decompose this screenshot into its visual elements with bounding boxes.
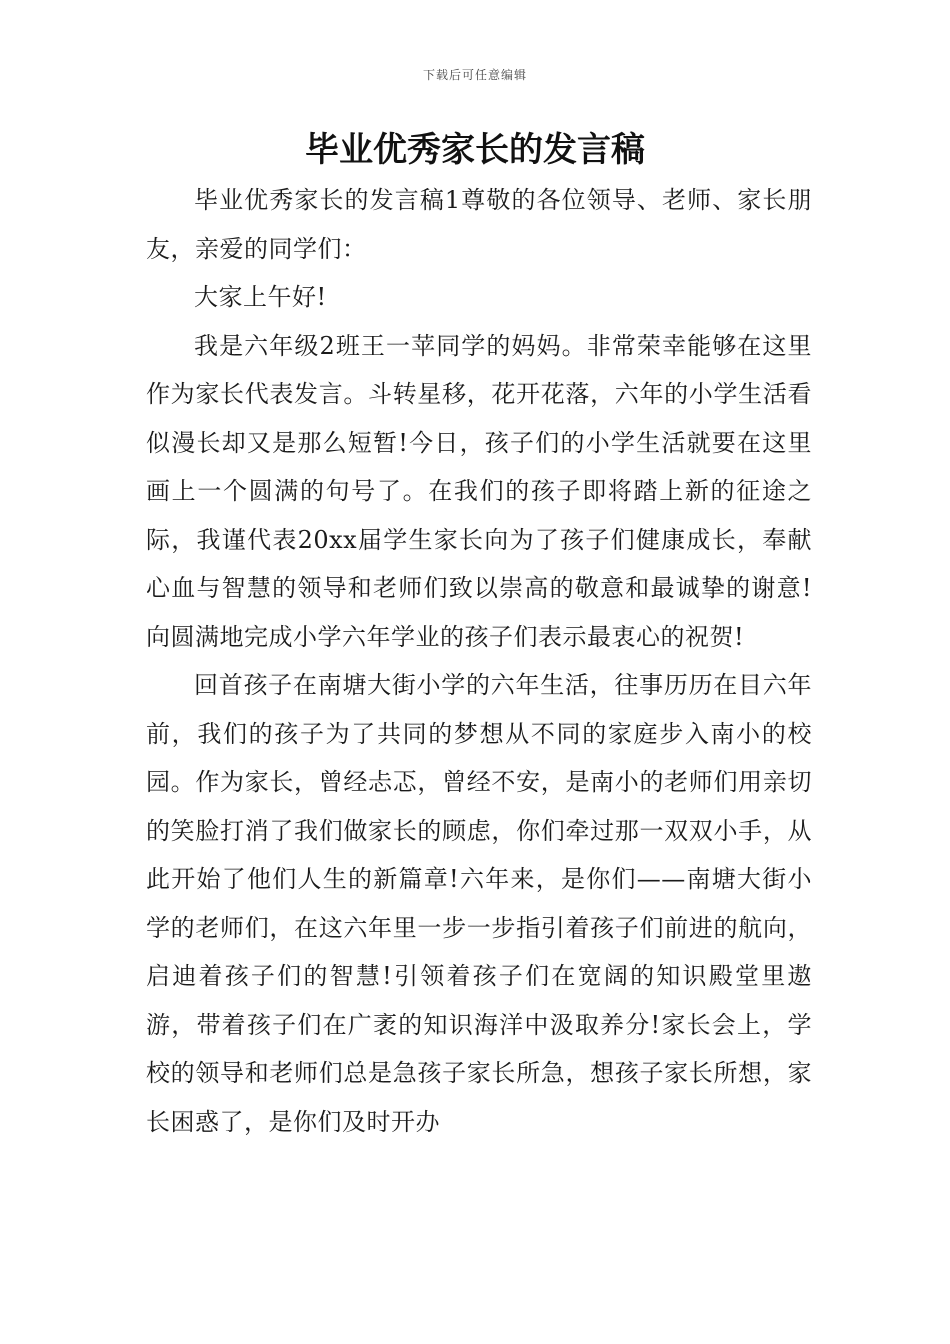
paragraph-greeting: 毕业优秀家长的发言稿1尊敬的各位领导、老师、家长朋友，亲爱的同学们： <box>146 186 812 263</box>
document-body <box>146 176 812 1146</box>
paragraph-salutation: 大家上午好! <box>194 283 327 311</box>
page-header: 下载后可任意编辑 <box>422 68 527 82</box>
document-title: 毕业优秀家长的发言稿 <box>305 130 645 170</box>
paragraph-recollection: 回首孩子在南塘大街小学的六年生活，往事历历在目六年前，我们的孩子为了共同的梦想从不同的家庭步入南小的校园。作为家长，曾经忐忑，曾经不安，是南小的老师们用亲切的笑脸打消了我们做家长的顾虑，你们牵过那一双双小手，从此开始了他们人生的新篇章!六年来，是你们——南塘大街小学的老师们，在这六年里一步一步指引着孩子们前进的航向，启迪着孩子们的智慧!引领着孩子们在宽阔的知识殿堂里遨游，带着孩子们在广袤的知识海洋中汲取养分!家长会上，学校的领导和老师们总是急孩子家长所急，想孩子家长所想，家长困惑了，是你们及时开办 <box>146 671 812 1136</box>
paragraph-introduction: 我是六年级2班王一苹同学的妈妈。非常荣幸能够在这里作为家长代表发言。斗转星移，花开花落，六年的小学生活看似漫长却又是那么短暂!今日，孩子们的小学生活就要在这里画上一个圆满的句号了。在我们的孩子即将踏上新的征途之际，我谨代表20xx届学生家长向为了孩子们健康成长，奉献心血与智慧的领导和老师们致以崇高的敬意和最诚挚的谢意!向圆满地完成小学六年学业的孩子们表示最衷心的祝贺! <box>146 331 812 651</box>
